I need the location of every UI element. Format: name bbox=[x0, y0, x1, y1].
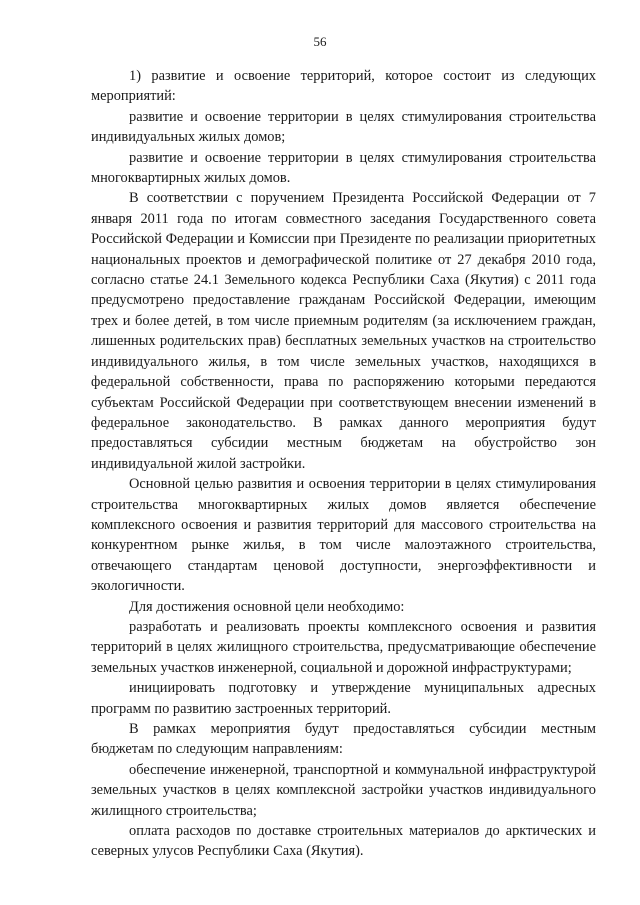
paragraph: Для достижения основной цели необходимо: bbox=[129, 598, 405, 615]
paragraph: развитие и освоение территории в целях стимулирования строительства индивидуальных жилых домов; bbox=[91, 108, 596, 146]
paragraph: В рамках мероприятия будут предоставляться субсидии местным бюджетам по следующим направлениям: bbox=[91, 721, 596, 758]
paragraph: инициировать подготовку и утверждение муниципальных адресных программ по развитию застроенных территорий. bbox=[91, 680, 596, 717]
paragraph: развитие и освоение территории в целях стимулирования строительства многоквартирных жилых домов. bbox=[91, 149, 596, 187]
paragraph: В соответствии с поручением Президента Российской Федерации от 7 января 2011 года по итогам совместного заседания Государственного совета Российской Федерации и Комиссии при Президенте по реализации приоритетных национальных проектов и демографической политике от 27 декабря 2010 года, согласно статье 24.1 Земельного кодекса Республики Саха (Якутия) с 2011 года предусмотрено предоставление гражданам Российской Федерации, имеющим трех и более детей, в том числе приемным родителям (за исключением граждан, лишенных родительских прав) бесплатных земельных участков на строительство индивидуального жилья, в том числе земельных участков, находящихся в федеральной собственности, права по распоряжению которыми передаются субъектам Российской Федерации при соответствующем внесении изменений в федеральное законодательство. В рамках данного мероприятия будут предоставляться субсидии местным бюджетам на обустройство зон индивидуальной жилой застройки. bbox=[91, 190, 596, 472]
paragraph: 1) развитие и освоение территорий, которое состоит из следующих мероприятий: bbox=[91, 68, 596, 105]
paragraph: разработать и реализовать проекты комплексного освоения и развития территорий в целях жилищного строительства, предусматривающие обеспечение земельных участков инженерной, социальной и дорожной инфраструктурами; bbox=[91, 618, 596, 676]
paragraph: оплата расходов по доставке строительных материалов до арктических и северных улусов Республики Саха (Якутия). bbox=[91, 823, 596, 860]
paragraph: обеспечение инженерной, транспортной и коммунальной инфраструктурой земельных участков в целях комплексной застройки участков индивидуального жилищного строительства; bbox=[91, 761, 596, 819]
document-body bbox=[91, 66, 596, 862]
page-number: 56 bbox=[313, 34, 327, 49]
paragraph: Основной целью развития и освоения территории в целях стимулирования строительства многоквартирных жилых домов является обеспечение комплексного освоения и развития территорий для массового строительства на конкурентном рынке жилья, в том числе малоэтажного строительства, отвечающего стандартам ценовой доступности, энергоэффективности и экологичности. bbox=[91, 476, 596, 595]
